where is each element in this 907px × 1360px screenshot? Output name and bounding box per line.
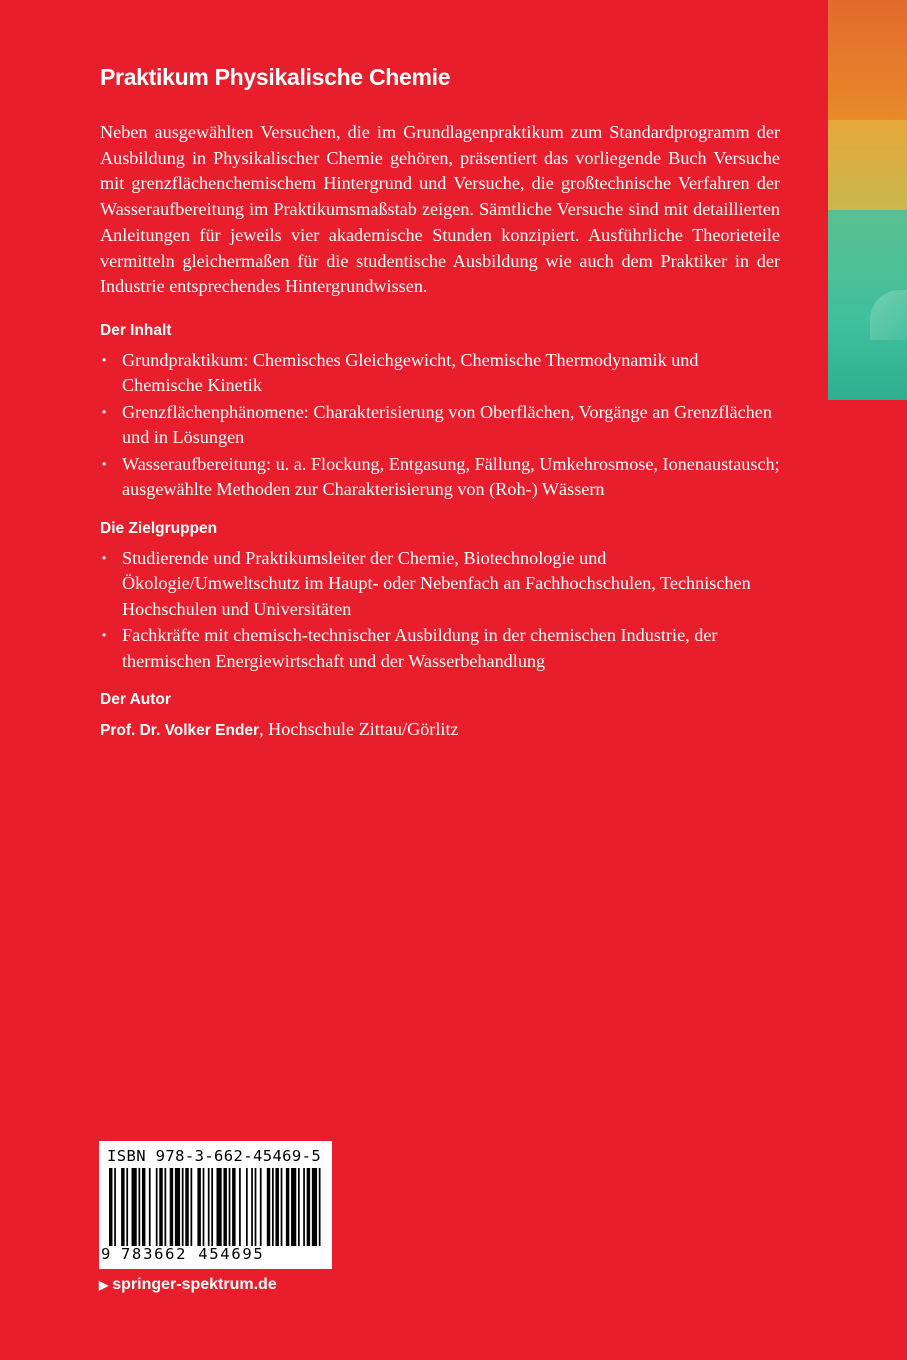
barcode-bar (281, 1168, 283, 1246)
barcode-bar (175, 1168, 180, 1246)
barcode-bar (132, 1168, 137, 1246)
author-affiliation: , Hochschule Zittau/Görlitz (259, 719, 459, 740)
barcode-bar (126, 1168, 128, 1246)
intro-paragraph: Neben ausgewählten Versuchen, die im Grundlagenpraktikum zum Standardprogramm der Ausbildung in Physikalischer Chemie gehören, präsentiert das vorliegende Buch Versuche mit grenzflächenchemischem Hintergrund und Versuche, die großtechnische Verfahren der Wasseraufbereitung im Praktikumsmaßstab zeigen. Sämtliche Versuche sind mit detaillierten Anleitungen für jeweils vier akademische Stunden konzipiert. Ausführliche Theorieteile vermitteln gleichermaßen für die studentische Ausbildung wie auch dem Praktiker in der Industrie entsprechendes Hintergrundwissen. (100, 122, 780, 297)
back-cover-text (100, 62, 780, 743)
barcode-bar (246, 1168, 248, 1246)
barcode-bar (203, 1168, 205, 1246)
isbn-barcode (99, 1141, 332, 1269)
barcode-bars (109, 1168, 324, 1246)
barcode-bar (208, 1168, 210, 1246)
author-name: Prof. Dr. Volker Ender (100, 722, 260, 740)
isbn-label: ISBN 978-3-662-45469-5 (107, 1147, 322, 1165)
barcode-bar (275, 1168, 278, 1246)
ean-first-digit: 9 (101, 1245, 111, 1263)
barcode-bar (319, 1168, 321, 1246)
barcode-bar (229, 1168, 231, 1246)
barcode-bar (286, 1168, 289, 1246)
arrow-right-icon: ▶ (99, 1278, 109, 1292)
barcode-bar (159, 1168, 162, 1246)
barcode-bar (312, 1168, 317, 1246)
barcode-bar (164, 1168, 166, 1246)
barcode-bar (109, 1168, 112, 1246)
bullet-icon: • (102, 550, 107, 565)
author-line (100, 717, 780, 743)
barcode-bar (182, 1168, 184, 1246)
barcode-bar (190, 1168, 192, 1246)
barcode-bar (185, 1168, 188, 1246)
barcode-bar (251, 1168, 253, 1246)
barcode-bar (138, 1168, 140, 1246)
list-item: • Studierende und Praktikumsleiter der Chemie, Biotechnologie und Ökologie/Umweltschutz im Haupt- oder Nebenfach an Fachhochschulen, Technischen Hochschulen und Universitäten (102, 547, 751, 619)
barcode-bar (217, 1168, 222, 1246)
bullet-icon: • (102, 628, 107, 643)
list-item: • Wasseraufbereitung: u. a. Flockung, Entgasung, Fällung, Umkehrosmose, Ionenaustausch; ausgewählte Methoden zur Charakterisierung von (Roh-) Wässern (102, 453, 780, 500)
barcode-bar (121, 1168, 124, 1246)
barcode-bar (255, 1168, 257, 1246)
list-item: • Grenzflächenphänomene: Charakterisierung von Oberflächen, Vorgänge an Grenzflächen und in Lösungen (102, 401, 772, 448)
barcode-bar (272, 1168, 274, 1246)
bullet-icon: • (102, 404, 107, 419)
barcode-bar (170, 1168, 173, 1246)
zielgruppen-heading: Die Zielgruppen (100, 519, 218, 537)
barcode-bar (156, 1168, 158, 1246)
barcode-bar (142, 1168, 145, 1246)
barcode-bar (260, 1168, 262, 1246)
list-item: • Grundpraktikum: Chemisches Gleichgewicht, Chemische Thermodynamik und Chemische Kinetik (102, 349, 699, 396)
website-text: springer-spektrum.de (112, 1276, 277, 1293)
spine-stripe-orange (828, 0, 907, 120)
bullet-icon: • (102, 352, 107, 367)
barcode-bar (197, 1168, 200, 1246)
barcode-bar (232, 1168, 235, 1246)
autor-heading: Der Autor (100, 691, 171, 709)
barcode-bar (303, 1168, 305, 1246)
barcode-bar (114, 1168, 116, 1246)
barcode-bar (239, 1168, 241, 1246)
book-title: Praktikum Physikalische Chemie (100, 64, 451, 90)
publisher-website[interactable] (99, 1276, 277, 1294)
barcode-bar (211, 1168, 213, 1246)
inhalt-list (100, 348, 780, 503)
list-item: • Fachkräfte mit chemisch-technischer Ausbildung in der chemischen Industrie, der thermischen Energiewirtschaft und der Wasserbehandlung (102, 625, 718, 671)
barcode-bar (149, 1168, 151, 1246)
bullet-icon: • (102, 456, 107, 471)
barcode-bar (223, 1168, 226, 1246)
barcode-bar (267, 1168, 270, 1246)
spine-stripe-yellow (828, 120, 907, 210)
zielgruppen-list (100, 546, 780, 675)
barcode-bar (291, 1168, 296, 1246)
inhalt-heading: Der Inhalt (100, 321, 172, 339)
barcode-bar (307, 1168, 310, 1246)
ean-remaining-digits: 783662 454695 (121, 1245, 265, 1263)
barcode-bar (298, 1168, 300, 1246)
